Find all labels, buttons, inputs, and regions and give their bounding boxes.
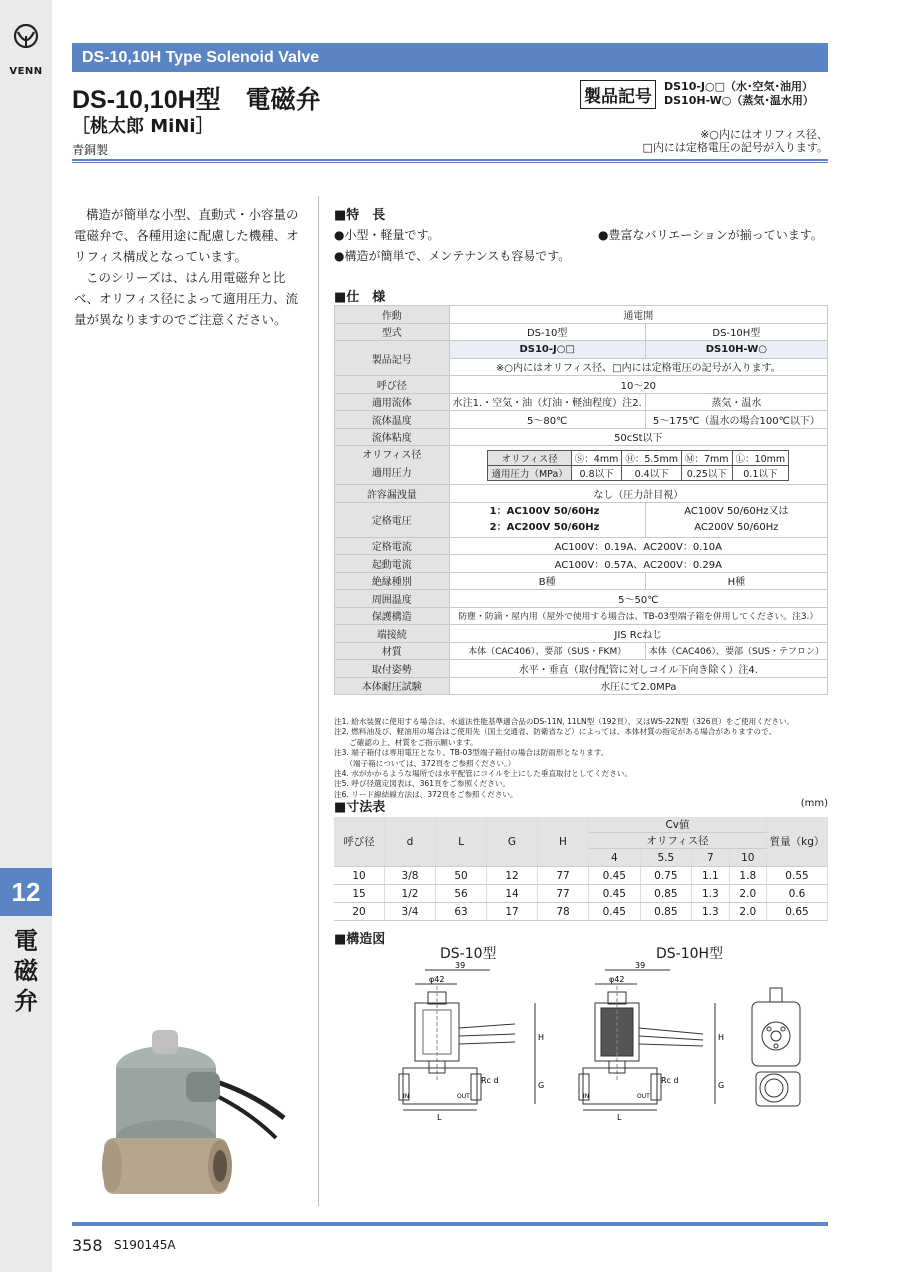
- feature-item: ●小型・軽量です。: [334, 228, 440, 242]
- feature-item: ●構造が簡単で、メンテナンスも容易です。: [334, 249, 571, 263]
- feature-item: ●豊富なバリエーションが揃っています。: [598, 228, 823, 242]
- dim-g-label: G: [718, 1081, 725, 1090]
- product-code-values: [664, 80, 814, 108]
- brand-logo: [8, 22, 44, 77]
- dim-g-label: G: [538, 1081, 545, 1090]
- chapter-number: 12: [0, 868, 52, 916]
- spec-heading: ■仕 様: [334, 290, 386, 305]
- dimensions-unit: (mm): [800, 798, 828, 809]
- dim-rcd-label: Rc d: [481, 1076, 499, 1085]
- document-code: S190145A: [114, 1238, 176, 1252]
- dimensions-heading: ■寸法表: [334, 800, 386, 815]
- product-code-label: 製品記号: [580, 80, 656, 109]
- page-number: 358: [72, 1236, 103, 1255]
- dim-39-label: 39: [635, 961, 646, 970]
- ds10h-side-view-diagram: [742, 984, 812, 1114]
- page-title: DS-10,10H型 電磁弁: [72, 86, 321, 114]
- dim-39-label: 39: [455, 961, 466, 970]
- product-nickname: ［桃太郎 MiNi］: [72, 116, 214, 137]
- product-code-line1: DS10-J○□（水･空気･油用）: [664, 80, 814, 93]
- ds10h-cross-section-diagram: [575, 958, 735, 1128]
- sidebar: [0, 0, 52, 1272]
- out-label: OUT: [457, 1093, 470, 1100]
- diagram-title-ds10h: DS-10H型: [656, 946, 724, 962]
- diagram-title-ds10: DS-10型: [440, 946, 497, 962]
- dim-l-label: L: [437, 1113, 442, 1122]
- product-code-line2: DS10H-W○（蒸気･温水用）: [664, 94, 814, 107]
- dim-rcd-label: Rc d: [661, 1076, 679, 1085]
- intro-text: 構造が簡単な小型、直動式・小容量の電磁弁で、各種用途に配慮した機種、オリフィス構成となっています。 このシリーズは、はん用電磁弁と比べ、オリフィス径によって適用圧力、流量が異なりますのでご注意ください。: [74, 207, 299, 327]
- table-row: 20 3/4 63 17 78 0.45 0.85 1.3 2.0 0.65: [334, 903, 828, 921]
- valve-product-photo: [96, 1028, 296, 1198]
- structure-heading: ■構造図: [334, 932, 386, 947]
- footer-divider: [72, 1222, 828, 1226]
- table-row: 10 3/8 50 12 77 0.45 0.75 1.1 1.8 0.55: [334, 867, 828, 885]
- chapter-title: 電磁弁: [14, 927, 38, 1015]
- venn-logo-icon: [8, 22, 44, 62]
- dim-phi42-label: φ42: [609, 975, 625, 984]
- column-divider: [318, 196, 319, 1206]
- divider: [72, 162, 828, 163]
- dim-h-label: H: [718, 1033, 725, 1042]
- type-banner: DS-10,10H Type Solenoid Valve: [72, 43, 828, 72]
- in-label: IN: [403, 1093, 410, 1100]
- divider: [72, 159, 828, 161]
- in-label: IN: [583, 1093, 590, 1100]
- brand-name: VENN: [9, 66, 43, 77]
- dim-phi42-label: φ42: [429, 975, 445, 984]
- ds10-cross-section-diagram: [395, 958, 555, 1128]
- product-code-note: ※○内にはオリフィス径、 □内には定格電圧の記号が入ります。: [642, 128, 828, 154]
- dim-h-label: H: [538, 1033, 545, 1042]
- table-row: 15 1/2 56 14 77 0.45 0.85 1.3 2.0 0.6: [334, 885, 828, 903]
- out-label: OUT: [637, 1093, 650, 1100]
- dim-l-label: L: [617, 1113, 622, 1122]
- material-label: 青銅製: [72, 143, 109, 157]
- dimensions-table: 呼び径 d L G H Cv値 質量（kg） オリフィス径 4 5.5 7 10 10 3/8 50 12 77 0.45 0.75 1.1 1.8 0.55 15 1/2 56 14 77 0.45 0.85 1.3 2.0 0.6 20 3/4 63 17 78 0.45 0.85 1.3 2.0 0.65: [334, 817, 828, 921]
- orifice-pressure-table: オリフィス径 Ⓢ：4mm Ⓗ：5.5mm Ⓜ：7mm Ⓛ：10mm 適用圧力（MPa） 0.8以下 0.4以下 0.25以下 0.1以下: [487, 450, 789, 481]
- spec-table: 作動 通電開 型式 DS-10型 DS-10H型 製品記号 DS10-J○□ DS10H-W○ ※○内にはオリフィス径、□内には定格電圧の記号が入ります。 呼び径 10～20 適用流体 水注1.・空気・油（灯油・軽油程度）注2. 蒸気・温水 流体温度 5～80℃ 5～175℃（温水の場合100℃以下） 流体粘度 50cSt以下 オリフィス径 適用圧力 オリフィス径 Ⓢ：4mm Ⓗ：5.5mm Ⓜ：7mm Ⓛ：10mm 適用圧力（MPa） 0.8以下 0.4以下 0.25以下 0.1以下 許容漏洩量 なし（圧力計目視） 定格電圧 1：AC100V 50/60Hz 2：AC200V 50/60Hz AC100V 50/60Hz又は AC200V 50/60Hz 定格電流 AC100V：0.19A、AC200V：0.10A 起動電流 AC100V：0.57A、AC200V：0.29A 絶縁種別 B種 H種 周囲温度 5～50℃ 保護構造 防塵・防滴・屋内用（屋外で使用する場合は、TB-03型端子箱を併用してください。注3.） 端接続 JIS Rcねじ 材質 本体（CAC406）、要部（SUS・FKM） 本体（CAC406）、要部（SUS・テフロン） 取付姿勢 水平・垂直（取付配管に対しコイル下向き除く）注4. 本体耐圧試験 水圧にて2.0MPa: [334, 305, 828, 695]
- footnotes: 注1. 給水装置に使用する場合は、水道法性能基準適合品のDS-11N, 11LN型（192頁）、又はWS-22N型（326頁）をご使用ください。 注2. 燃料油及び、軽油用の場合はご使用先（国土交通省、防衛省など）によっては、本体材質の指定がある場合がありますので、 ご確認の上、材質をご指示願います。 注3. 端子箱付は専用電圧となり、TB-03型端子箱付の場合は防雨形となります。 （端子箱については、372頁をご参照ください。） 注4. 水がかかるような場所では水平配管にコイルを上にした垂直取付としてください。 注5. 呼び径選定図表は、361頁をご参照ください。 注6. リード線結線方法は、372頁をご参照ください。: [334, 717, 795, 799]
- features-heading: ■特 長: [334, 208, 386, 223]
